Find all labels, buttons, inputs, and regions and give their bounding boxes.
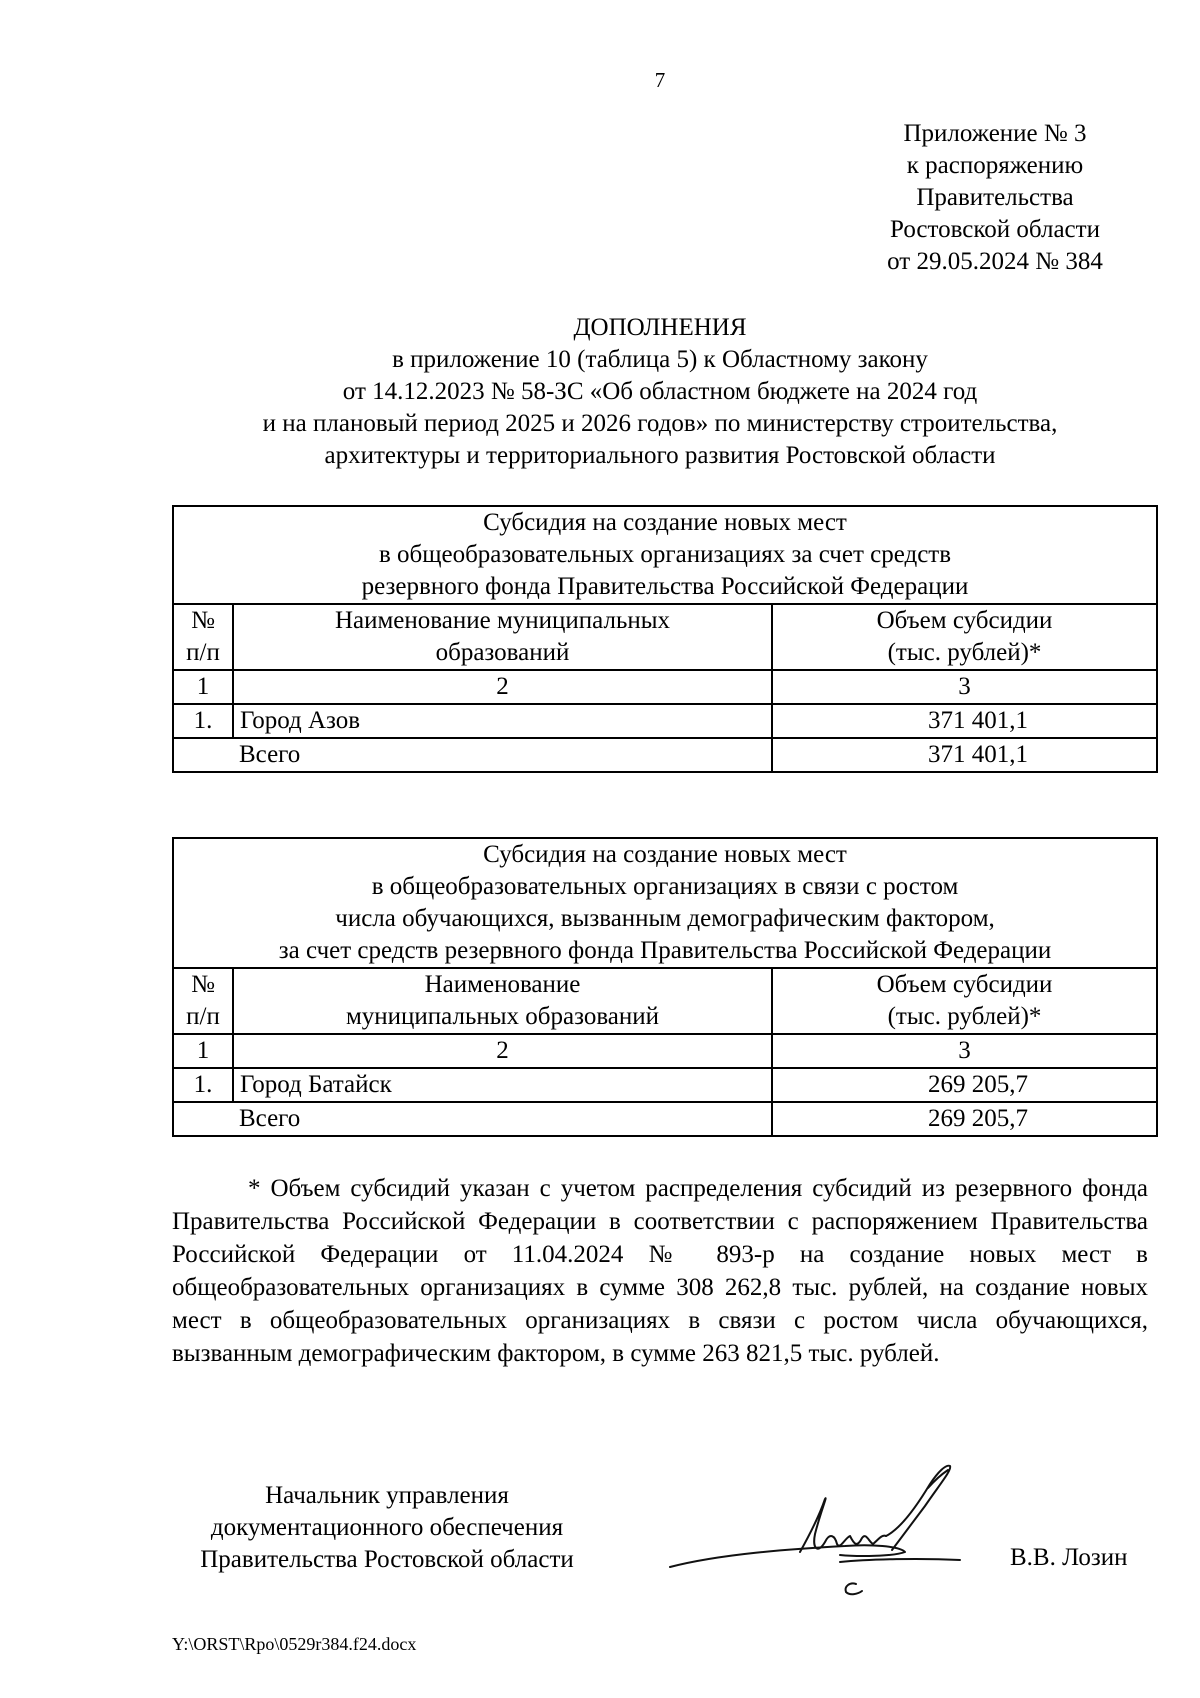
subsidy-table-bataysk: [172, 837, 1158, 1137]
table-header-row: [173, 604, 1157, 670]
total-value: 269 205,7: [772, 1102, 1157, 1136]
subsidy-table-azov: [172, 505, 1158, 773]
total-label: Всего: [233, 738, 772, 772]
position-line: документационного обеспечения: [210, 1514, 564, 1541]
signatory-position: [172, 1480, 602, 1576]
header-number: № п/п: [173, 604, 233, 670]
table-header-row: [173, 968, 1157, 1034]
table-caption: Субсидия на создание новых мест в общеобразовательных организациях в связи с ростом числа обучающихся, вызванным демографическим фактором, за счет средств резервного фонда Правительства Российской Федерации: [173, 838, 1157, 968]
header-subsidy-volume: Объем субсидии (тыс. рублей)*: [772, 604, 1157, 670]
column-number: 1: [173, 1034, 233, 1068]
annex-line: от 29.05.2024 № 384: [887, 248, 1103, 275]
municipality-name: Город Батайск: [233, 1068, 772, 1102]
header-municipality: Наименование муниципальных образований: [233, 604, 772, 670]
table-caption: Субсидия на создание новых мест в общеобразовательных организациях за счет средств резервного фонда Правительства Российской Федерации: [173, 506, 1157, 604]
table-row: [173, 704, 1157, 738]
heading-line: в приложение 10 (таблица 5) к Областному закону: [392, 346, 928, 373]
column-number: 3: [772, 1034, 1157, 1068]
column-number: 2: [233, 670, 772, 704]
header-municipality: Наименование муниципальных образований: [233, 968, 772, 1034]
table-caption-row: [173, 506, 1157, 604]
footnote: [172, 1172, 1148, 1370]
footnote-text: * Объем субсидий указан с учетом распределения субсидий из резервного фонда Правительства Российской Федерации в соответствии с распоряжением Правительства Российской Федерации от 11.04.2024 № 893-р на создание новых мест в общеобразовательных организациях в сумме 308 262,8 тыс. рублей, на создание новых мест в общеобразовательных организациях в связи с ростом числа обучающихся, вызванным демографическим фактором, в сумме 263 821,5 тыс. рублей.: [172, 1175, 1148, 1367]
subsidy-value: 371 401,1: [772, 704, 1157, 738]
total-label: Всего: [233, 1102, 772, 1136]
file-path: Y:\ORST\Rpo\0529r384.f24.docx: [172, 1634, 417, 1654]
heading-line: от 14.12.2023 № 58-ЗС «Об областном бюджете на 2024 год: [342, 378, 978, 405]
row-number: 1.: [173, 1068, 233, 1102]
column-numbering-row: [173, 1034, 1157, 1068]
position-line: Правительства Ростовской области: [200, 1546, 574, 1573]
handwritten-signature: [660, 1454, 990, 1604]
annex-reference: [830, 118, 1160, 278]
header-number: № п/п: [173, 968, 233, 1034]
column-number: 2: [233, 1034, 772, 1068]
heading-title: ДОПОЛНЕНИЯ: [573, 314, 747, 341]
annex-line: к распоряжению: [906, 152, 1084, 179]
subsidy-value: 269 205,7: [772, 1068, 1157, 1102]
total-value: 371 401,1: [772, 738, 1157, 772]
annex-line: Правительства: [916, 184, 1074, 211]
total-row: [173, 738, 1157, 772]
annex-line: Приложение № 3: [903, 120, 1087, 147]
annex-line: Ростовской области: [890, 216, 1100, 243]
column-numbering-row: [173, 670, 1157, 704]
header-subsidy-volume: Объем субсидии (тыс. рублей)*: [772, 968, 1157, 1034]
empty-cell: [173, 1102, 233, 1136]
table-caption-row: [173, 838, 1157, 968]
heading-line: и на плановый период 2025 и 2026 годов» по министерству строительства,: [262, 410, 1058, 437]
position-line: Начальник управления: [265, 1482, 509, 1509]
total-row: [173, 1102, 1157, 1136]
heading-line: архитектуры и территориального развития Ростовской области: [324, 442, 996, 469]
row-number: 1.: [173, 704, 233, 738]
empty-cell: [173, 738, 233, 772]
column-number: 1: [173, 670, 233, 704]
column-number: 3: [772, 670, 1157, 704]
table-row: [173, 1068, 1157, 1102]
page-number: 7: [654, 68, 666, 92]
municipality-name: Город Азов: [233, 704, 772, 738]
signer-name: В.В. Лозин: [1010, 1544, 1128, 1571]
document-heading: [100, 312, 1200, 472]
